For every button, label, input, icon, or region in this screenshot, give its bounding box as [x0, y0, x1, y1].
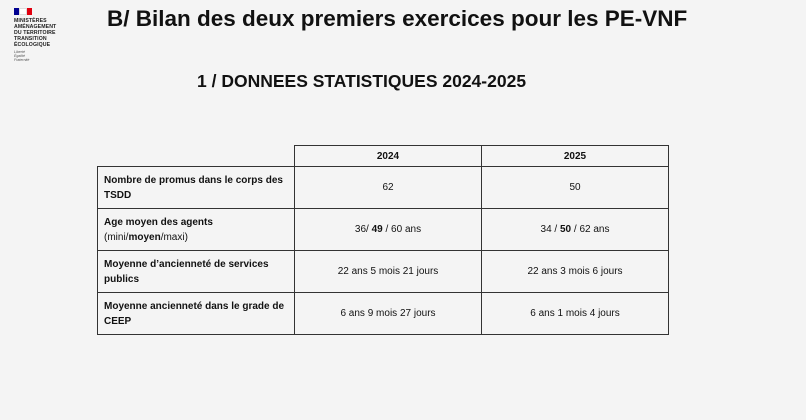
- value-bold: 49: [371, 224, 383, 235]
- row-label-average-age-main: Age moyen des agents: [104, 216, 213, 228]
- flag-red-band: [27, 8, 32, 15]
- value-post: / 60 ans: [382, 224, 422, 235]
- value-2024-promotions: 62: [295, 167, 482, 209]
- value-post: / 62 ans: [571, 224, 610, 235]
- flag-white-band: [19, 8, 26, 15]
- logo-line: ÉCOLOGIQUE: [14, 42, 51, 48]
- table-row: [98, 293, 669, 335]
- row-label-public-service-seniority: Moyenne d’ancienneté de services publics: [98, 251, 295, 293]
- logo-motto-line: Égalité: [14, 54, 25, 58]
- column-header-2025: 2025: [482, 146, 669, 167]
- row-label-grade-seniority: Moyenne ancienneté dans le grade de CEEP: [98, 293, 295, 335]
- row-label-average-age: [98, 209, 295, 251]
- value-2025-promotions: 50: [482, 167, 669, 209]
- value-2025-grade-seniority: 6 ans 1 mois 4 jours: [482, 293, 669, 335]
- value-bold: 50: [559, 224, 572, 235]
- value-2024-public-service-seniority: 22 ans 5 mois 21 jours: [295, 251, 482, 293]
- table-header-row: [98, 146, 669, 167]
- logo-line: AMÉNAGEMENT: [14, 24, 57, 30]
- row-label-average-age-sub: [104, 230, 290, 245]
- page-title: B/ Bilan des deux premiers exercices pour les PE-VNF: [107, 6, 688, 31]
- table-row: [98, 251, 669, 293]
- section-subtitle: 1 / DONNEES STATISTIQUES 2024-2025: [197, 71, 527, 91]
- value-pre: 34 /: [540, 224, 560, 235]
- logo-motto-line: Fraternité: [14, 58, 30, 62]
- logo-line: DU TERRITOIRE: [14, 30, 56, 36]
- statistics-table: [97, 145, 669, 335]
- row-label-promotions: Nombre de promus dans le corps des TSDD: [98, 167, 295, 209]
- value-2024-grade-seniority: 6 ans 9 mois 27 jours: [295, 293, 482, 335]
- value-2025-public-service-seniority: 22 ans 3 mois 6 jours: [482, 251, 669, 293]
- table-row: [98, 167, 669, 209]
- value-pre: 36/: [354, 224, 372, 235]
- ministry-logo: [14, 8, 74, 62]
- column-header-2024: 2024: [295, 146, 482, 167]
- value-2024-average-age: [295, 209, 482, 251]
- table-row: [98, 209, 669, 251]
- french-flag-icon: [14, 8, 32, 15]
- logo-line: TRANSITION: [14, 36, 47, 42]
- value-2025-average-age: [482, 209, 669, 251]
- logo-motto: [14, 50, 74, 62]
- label-sub-open: (mini/: [104, 231, 129, 243]
- table-corner-cell: [98, 146, 295, 167]
- logo-motto-line: Liberté: [14, 50, 25, 54]
- label-sub-close: /maxi): [160, 231, 188, 243]
- label-sub-bold: moyen: [128, 231, 161, 243]
- logo-line: MINISTÈRES: [14, 18, 47, 24]
